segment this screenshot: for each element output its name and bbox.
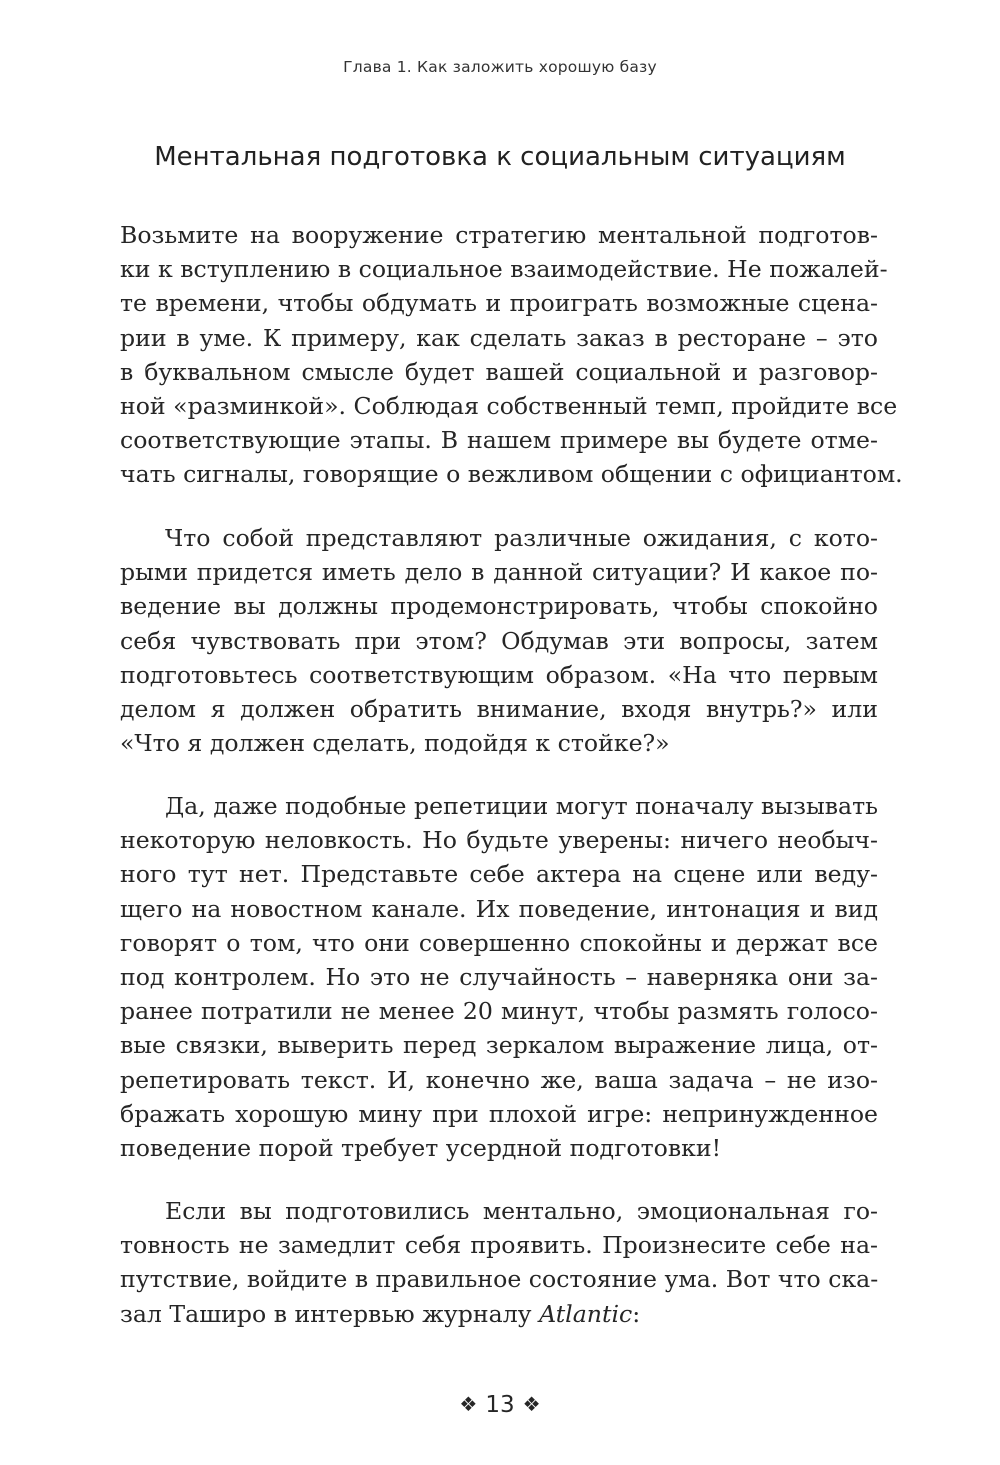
text-fragment: :	[632, 1299, 641, 1328]
running-head: Глава 1. Как заложить хорошую базу	[343, 58, 657, 76]
text-line: товность не замедлит себя проявить. Произнесите себе на-	[120, 1231, 878, 1260]
text-line: соответствующие этапы. В нашем примере вы будете отме-	[120, 426, 878, 455]
paragraph-3	[120, 789, 878, 1165]
text-line-final	[120, 1297, 878, 1331]
text-line: подготовьтесь соответствующим образом. «На что первым	[120, 660, 878, 689]
text-line: щего на новостном канале. Их поведение, интонация и вид	[120, 894, 878, 923]
text-line: некоторую неловкость. Но будьте уверены: ничего необыч-	[120, 826, 878, 855]
text-line: говорят о том, что они совершенно спокойны и держат все	[120, 928, 878, 957]
text-line: ки к вступлению в социальное взаимодействие. Не пожалей-	[120, 255, 888, 284]
text-line: рыми придется иметь дело в данной ситуации? И какое по-	[120, 558, 878, 587]
text-line: «Что я должен сделать, подойдя к стойке?»	[120, 729, 670, 758]
ornament-diamond-icon: ❖	[459, 1392, 478, 1416]
text-line: ной «разминкой». Соблюдая собственный темп, пройдите все	[120, 392, 898, 421]
text-line: себя чувствовать при этом? Обдумав эти вопросы, затем	[120, 626, 878, 655]
text-line: те времени, чтобы обдумать и проиграть возможные сцена-	[120, 289, 878, 318]
text-line: путствие, войдите в правильное состояние ума. Вот что ска-	[120, 1265, 879, 1294]
text-line: ведение вы должны продемонстрировать, чтобы спокойно	[120, 592, 878, 621]
magazine-title: Atlantic	[539, 1299, 633, 1328]
text-line: под контролем. Но это не случайность – наверняка они за-	[120, 963, 878, 992]
text-line: репетировать текст. И, конечно же, ваша задача – не изо-	[120, 1065, 878, 1094]
page-number: 13	[485, 1392, 515, 1418]
text-line: Если вы подготовились ментально, эмоциональная го-	[165, 1197, 878, 1225]
text-line: Возьмите на вооружение стратегию ментальной подготов-	[120, 221, 878, 249]
text-line: бражать хорошую мину при плохой игре: непринужденное	[120, 1099, 878, 1128]
text-line: делом я должен обратить внимание, входя внутрь?» или	[120, 695, 878, 724]
text-line: ранее потратили не менее 20 минут, чтобы размять голосо-	[120, 997, 878, 1026]
text-line: вые связки, выверить перед зеркалом выражение лица, от-	[120, 1031, 878, 1060]
text-fragment: зал Таширо в интервью журналу	[120, 1299, 540, 1328]
paragraph-4	[120, 1194, 878, 1331]
text-line: ного тут нет. Представьте себе актера на сцене или веду-	[120, 860, 878, 889]
text-line: чать сигналы, говорящие о вежливом общении с официантом.	[120, 460, 903, 489]
paragraph-1	[120, 218, 903, 492]
text-line: в буквальном смысле будет вашей социальной и разговор-	[120, 357, 878, 386]
text-line: Да, даже подобные репетиции могут поначалу вызывать	[165, 792, 878, 820]
paragraph-2	[120, 521, 878, 760]
text-line: Что собой представляют различные ожидания, с кото-	[165, 524, 878, 552]
text-line: поведение порой требует усердной подготовки!	[120, 1134, 722, 1163]
ornament-diamond-icon: ❖	[522, 1392, 541, 1416]
section-title: Ментальная подготовка к социальным ситуациям	[154, 142, 846, 172]
page-footer	[0, 1392, 1000, 1418]
text-line: рии в уме. К примеру, как сделать заказ в ресторане – это	[120, 323, 878, 352]
